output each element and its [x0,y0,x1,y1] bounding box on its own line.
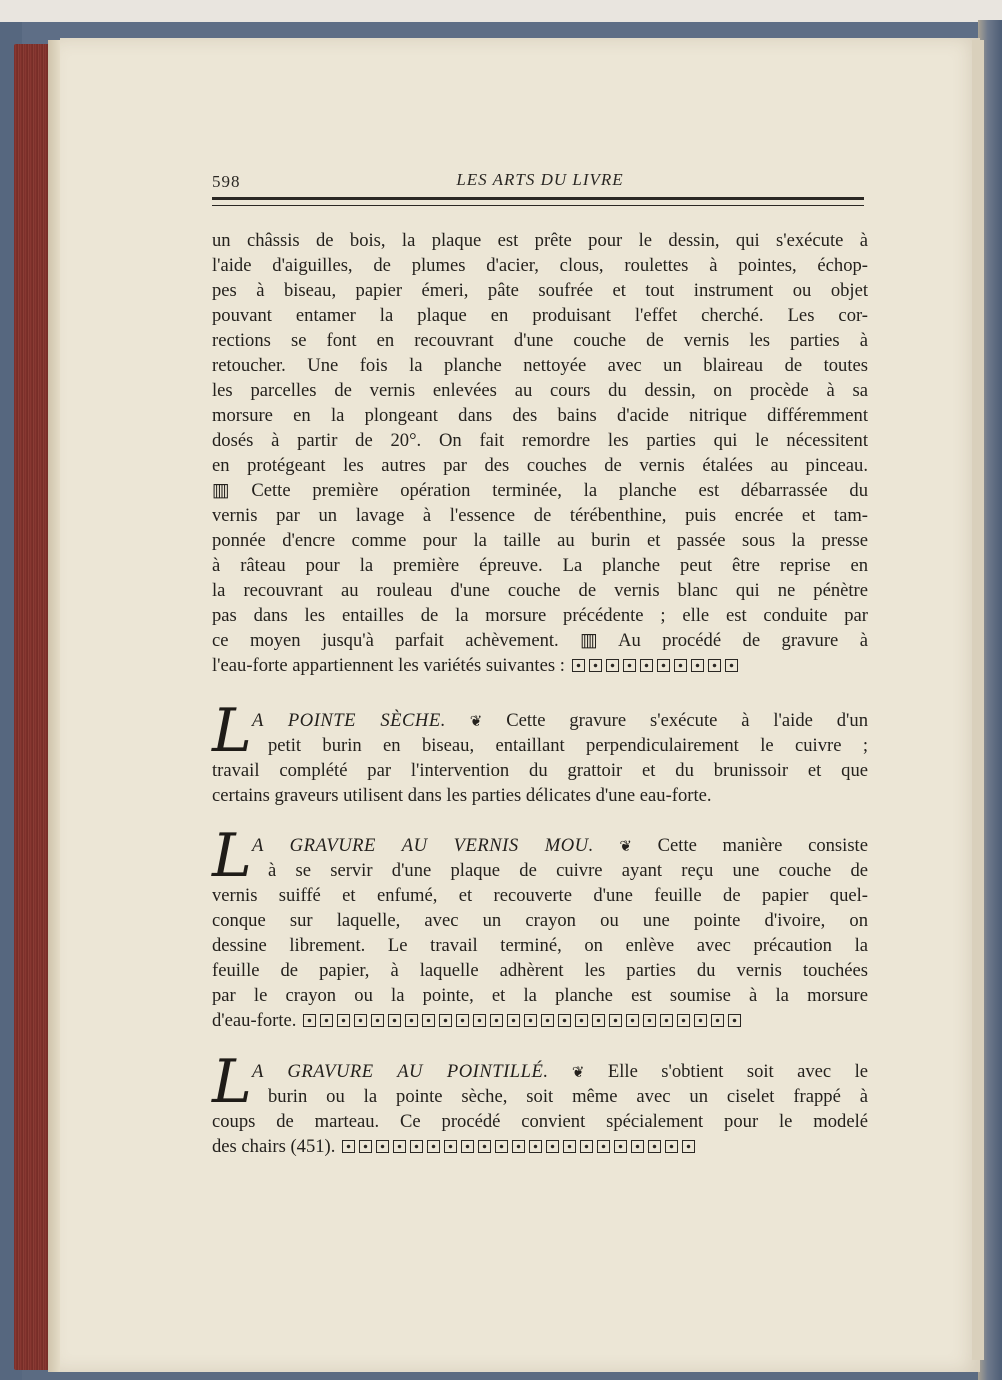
text-line: la recouvrant au rouleau d'une couche de vernis blanc qui ne pénètre [212,580,868,601]
dropcap: L [212,1047,252,1117]
leaf-icon: ❦ [571,1065,585,1081]
ornament-icon [623,659,636,672]
text-line: vernis suiffé et enfumé, et recouverte d'une feuille de papier quel- [212,885,868,906]
text-line: ponnée d'encre comme pour la taille au burin et passée sous la presse [212,530,868,551]
ornament-icon [388,1014,401,1027]
ornament-icon [541,1014,554,1027]
ornament-icon [371,1014,384,1027]
text-line: à râteau pour la première épreuve. La planche peut être reprise en [212,555,868,576]
ornament-icon [597,1140,610,1153]
text-line: ▥ Cette première opération terminée, la planche est débarrassée du [212,480,868,501]
ornament-icon [648,1140,661,1153]
text-line: petit burin en biseau, entaillant perpendiculairement le cuivre ; [268,735,868,756]
section-first-text: Cette gravure s'exécute à l'aide d'un [506,710,868,731]
section-heading: A GRAVURE AU VERNIS MOU. [252,835,594,856]
ornament-icon [461,1140,474,1153]
leaf-icon: ❦ [619,839,632,855]
text-line: par le crayon ou la pointe, et la planche est soumise à la morsure [212,985,868,1006]
ornament-icon [342,1140,355,1153]
section-first-text: Cette manière consiste [657,835,868,856]
ornament-icon [405,1014,418,1027]
ornament-icon [614,1140,627,1153]
ornament-icon [337,1014,350,1027]
ornament-icon [512,1140,525,1153]
text-line: des chairs (451). [212,1134,868,1159]
ornament-icon [575,1014,588,1027]
text-line: ce moyen jusqu'à parfait achèvement. ▥ Au procédé de gravure à [212,630,868,651]
section-first-line [212,1059,868,1084]
ornament-icon [725,659,738,672]
leaf-icon: ❦ [469,714,483,730]
text-line: vernis par un lavage à l'essence de térébenthine, puis encrée et tam- [212,505,868,526]
ornament-icon [524,1014,537,1027]
ornament-icon [444,1140,457,1153]
ornament-icon [660,1014,673,1027]
text-line: les parcelles de vernis enlevées au cours du dessin, on procède à sa [212,380,868,401]
running-title: LES ARTS DU LIVRE [456,170,624,189]
ornament-icon [657,659,670,672]
ornament-icon [422,1014,435,1027]
ornament-icon [354,1014,367,1027]
ornament-icon [674,659,687,672]
ornament-icon [529,1140,542,1153]
ornament-icon [393,1140,406,1153]
ornament-icon [631,1140,644,1153]
text-line: d'eau-forte. [212,1008,868,1033]
ornament-icon [320,1014,333,1027]
text-line: conque sur laquelle, avec un crayon ou une pointe d'ivoire, on [212,910,868,931]
ornament-icon [456,1014,469,1027]
ornament-icon [728,1014,741,1027]
text-line: un châssis de bois, la plaque est prête pour le dessin, qui s'exécute à [212,230,868,251]
text-line: pas dans les entailles de la morsure précédente ; elle est conduite par [212,605,868,626]
ornament-icon [589,659,602,672]
section-heading: A POINTE SÈCHE. [252,710,446,731]
text-line: à se servir d'une plaque de cuivre ayant reçu une couche de [268,860,868,881]
ornament-icon [546,1140,559,1153]
section-first-line [212,708,868,733]
text-line: rections se font en recouvrant d'une couche de vernis les parties à [212,330,868,351]
text-line: coups de marteau. Ce procédé convient spécialement pour le modelé [212,1111,868,1132]
ornament-icon [694,1014,707,1027]
section-vernis-mou [212,821,868,1033]
text-line: travail complété par l'intervention du grattoir et du brunissoir et que [212,760,868,781]
text-line: dosés à partir de 20°. On fait remordre les parties qui le nécessitent [212,430,868,451]
ornament-icon [640,659,653,672]
text-line: pouvant entamer la plaque en produisant l'effet cherché. Les cor- [212,305,868,326]
ornament-icon [643,1014,656,1027]
ornament-icon [606,659,619,672]
text-line: dessine librement. Le travail terminé, on enlève avec précaution la [212,935,868,956]
ornament-icon [691,659,704,672]
text-line: l'aide d'aiguilles, de plumes d'acier, clous, roulettes à pointes, échop- [212,255,868,276]
ornament-icon [592,1014,605,1027]
ornament-icon [563,1140,576,1153]
text-line: feuille de papier, à laquelle adhèrent les parties du vernis touchées [212,960,868,981]
ornament-icon [495,1140,508,1153]
section-first-line [212,833,868,858]
ornament-icon [665,1140,678,1153]
ornament-icon [677,1014,690,1027]
page-number: 598 [212,172,241,191]
ornament-icon [478,1140,491,1153]
ornament-icon [303,1014,316,1027]
section-pointille [212,1047,868,1159]
dropcap: L [212,696,252,766]
text-line: morsure en la plongeant dans des bains d'acide nitrique différemment [212,405,868,426]
header-rule-thick [212,197,864,200]
text-line: l'eau-forte appartiennent les variétés suivantes : [212,653,868,678]
header-rule-thin [212,205,864,206]
dropcap: L [212,821,252,891]
ornament-icon [507,1014,520,1027]
ornament-icon [708,659,721,672]
ornament-icon [427,1140,440,1153]
ornament-icon [626,1014,639,1027]
ornament-icon [376,1140,389,1153]
ornament-icon [473,1014,486,1027]
ornament-icon [359,1140,372,1153]
ornament-icon [490,1014,503,1027]
text-line: retoucher. Une fois la planche nettoyée avec un blaireau de toutes [212,355,868,376]
text-line: certains graveurs utilisent dans les parties délicates d'une eau-forte. [212,785,712,806]
ornament-icon [558,1014,571,1027]
text-line: en protégeant les autres par des couches de vernis étalées au pinceau. [212,455,868,476]
ornament-icon [572,659,585,672]
right-page-edge [972,40,984,1360]
ornament-icon [580,1140,593,1153]
ornament-icon [410,1140,423,1153]
ornament-icon [439,1014,452,1027]
section-first-text: Elle s'obtient soit avec le [607,1061,868,1082]
section-pointe-seche [212,696,868,808]
body-text [212,228,868,678]
text-line: burin ou la pointe sèche, soit même avec un ciselet frappé à [268,1086,868,1107]
text-line: pes à biseau, papier émeri, pâte soufrée et tout instrument ou objet [212,280,868,301]
section-heading: A GRAVURE AU POINTILLÉ. [252,1061,549,1082]
running-head [212,170,868,196]
ornament-icon [609,1014,622,1027]
ornament-icon [711,1014,724,1027]
ornament-icon [682,1140,695,1153]
